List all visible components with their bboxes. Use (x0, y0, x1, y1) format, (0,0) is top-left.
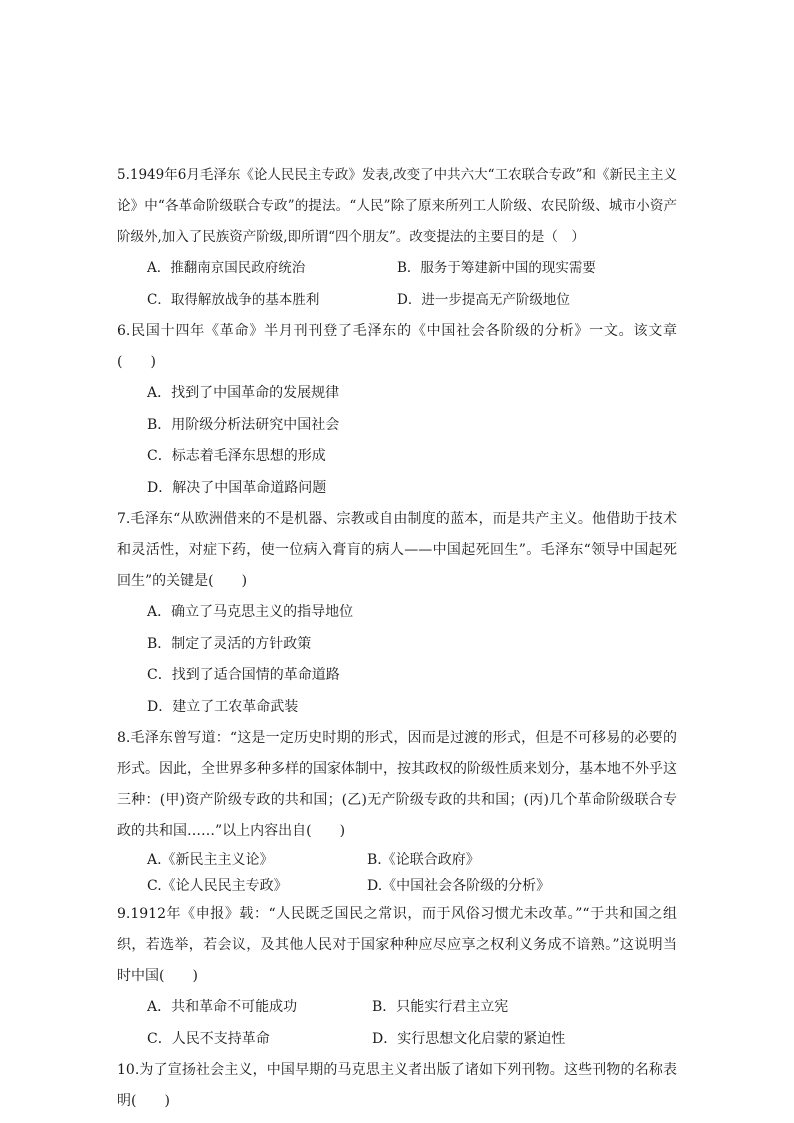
options (147, 847, 677, 899)
option-c[interactable]: C.《论人民民主专政》 (147, 878, 288, 894)
option-b[interactable]: B．只能实行君主立宪 (372, 999, 509, 1015)
option-c[interactable]: C．标志着毛泽东思想的形成 (147, 448, 326, 464)
option-a[interactable]: A.《新民主主义论》 (147, 852, 274, 868)
options (147, 992, 677, 1055)
question-5 (117, 160, 677, 316)
question-stem: 6.民国十四年《革命》半月刊刊登了毛泽东的《中国社会各阶级的分析》一文。该文章( ) (117, 323, 677, 370)
question-10 (117, 1055, 677, 1117)
option-a[interactable]: A．共和革命不可能成功 (147, 999, 298, 1015)
option-a[interactable]: A．推翻南京国民政府统治 (147, 260, 306, 276)
option-row (147, 847, 677, 873)
option-b[interactable]: B．制定了灵活的方针政策 (147, 635, 312, 652)
options (147, 597, 677, 723)
option-d[interactable]: D．实行思想文化启蒙的紧迫性 (372, 1030, 566, 1047)
option-row (147, 873, 677, 899)
option-c[interactable]: C．找到了适合国情的革命道路 (147, 667, 340, 683)
option-row (147, 1024, 677, 1056)
option-d[interactable]: D．解决了中国革命道路问题 (147, 479, 327, 496)
options (147, 378, 677, 504)
question-stem: 7.毛泽东“从欧洲借来的不是机器、宗教或自由制度的蓝本，而是共产主义。他借助于技术和灵活性，对症下药，使一位病入膏肓的病人——中国起死回生”。毛泽东“领导中国起死回生”的关键是( ) (117, 511, 677, 589)
option-c[interactable]: C．取得解放战争的基本胜利 (147, 291, 320, 308)
option-c[interactable]: C．人民不支持革命 (147, 1030, 270, 1047)
option-row (147, 992, 677, 1024)
option-b[interactable]: B．服务于筹建新中国的现实需要 (397, 260, 596, 276)
question-stem: 10.为了宣扬社会主义，中国早期的马克思主义者出版了诸如下列刊物。这些刊物的名称表明( ) (117, 1062, 677, 1109)
option-a[interactable]: A．找到了中国革命的发展规律 (147, 385, 340, 401)
option-a[interactable]: A．确立了马克思主义的指导地位 (147, 604, 354, 620)
options (147, 253, 677, 316)
question-stem: 9.1912年《申报》载：“人民既乏国民之常识，而于风俗习惯尤未改革。”“于共和国之组织，若选举，若会议，及其他人民对于国家种种应尽应享之权利义务成不谙熟。”这说明当时中国( ) (117, 906, 677, 984)
question-7 (117, 504, 677, 723)
option-b[interactable]: B.《论联合政府》 (367, 852, 480, 868)
question-9 (117, 899, 677, 1055)
option-d[interactable]: D．进一步提高无产阶级地位 (397, 291, 570, 308)
question-stem: 8.毛泽东曾写道：“这是一定历史时期的形式，因而是过渡的形式，但是不可移易的必要的形式。因此，全世界多种多样的国家体制中，按其政权的阶级性质来划分，基本地不外乎这三种：(甲)资产阶级专政的共和国；(乙)无产阶级专政的共和国；(丙)几个革命阶级联合专政的共和国……”以上内容出自( ) (117, 730, 677, 839)
option-d[interactable]: D．建立了工农革命武装 (147, 698, 299, 715)
question-6 (117, 316, 677, 504)
question-list (117, 160, 677, 1117)
option-row (147, 253, 677, 285)
option-d[interactable]: D.《中国社会各阶级的分析》 (367, 878, 551, 894)
option-b[interactable]: B．用阶级分析法研究中国社会 (147, 416, 340, 433)
question-8 (117, 723, 677, 899)
option-row (147, 285, 677, 317)
question-stem: 5.1949年6月毛泽东《论人民民主专政》发表,改变了中共六大“工农联合专政”和《新民主主义论》中“各革命阶级联合专政”的提法。“人民”除了原来所列工人阶级、农民阶级、城市小资产阶级外,加入了民族资产阶级,即所谓“四个朋友”。改变提法的主要目的是（ ） (117, 167, 677, 245)
